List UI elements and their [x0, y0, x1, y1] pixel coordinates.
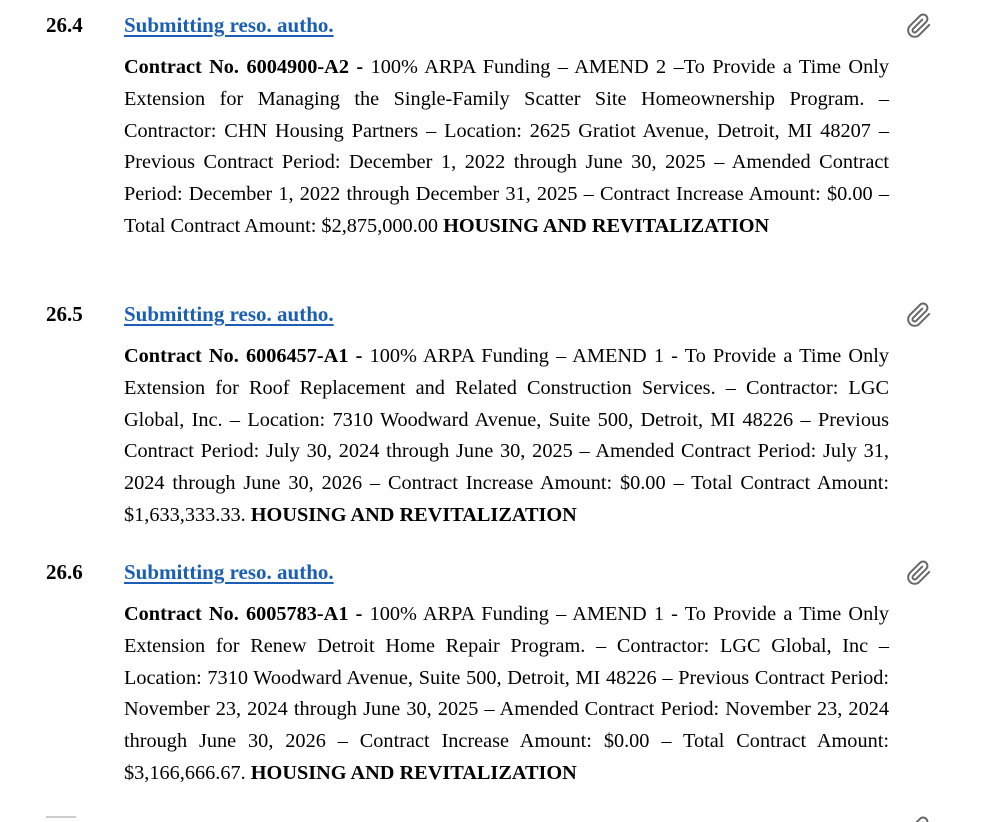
department-label: HOUSING AND REVITALIZATION: [443, 214, 770, 237]
item-number: 26.4: [46, 13, 83, 37]
contract-details: 100% ARPA Funding – AMEND 1 - To Provide a Time Only Extension for Renew Detroit Home Repair Program. – Contractor: LGC Global, Inc – Location: 7310 Woodward Avenue, Suite 500, Detroit, MI 48226 – Previous Contract Period: November 23, 2024 through June 30, 2025 – Amended Contract Period: November 23, 2024 through June 30, 2026 – Contract Increase Amount: $0.00 – Total Contract Amount: $3,166,666.67.: [124, 603, 889, 784]
contract-details: 100% ARPA Funding – AMEND 2 –To Provide a Time Only Extension for Managing the Single-Family Scatter Site Homeownership Program. – Contractor: CHN Housing Partners – Location: 2625 Gratiot Avenue, Detroit, MI 48207 – Previous Contract Period: December 1, 2022 through June 30, 2025 – Amended Contract Period: December 1, 2022 through December 31, 2025 – Contract Increase Amount: $0.00 – Total Contract Amount: $2,875,000.00: [124, 56, 889, 237]
department-label: HOUSING AND REVITALIZATION: [250, 503, 577, 526]
department-label: HOUSING AND REVITALIZATION: [250, 761, 577, 784]
item-number: 26.6: [46, 560, 83, 584]
submitting-reso-link[interactable]: Submitting reso. autho.: [124, 302, 334, 326]
paperclip-icon[interactable]: [906, 816, 932, 822]
item-description: [124, 341, 889, 532]
paperclip-icon[interactable]: [906, 13, 932, 39]
item-description: [124, 52, 889, 243]
item-description: [124, 599, 889, 790]
contract-number: Contract No. 6005783-A1 -: [124, 603, 363, 625]
contract-number: Contract No. 6006457-A1 -: [124, 345, 363, 367]
partial-item-number: [46, 816, 76, 822]
paperclip-icon[interactable]: [906, 302, 932, 328]
contract-number: Contract No. 6004900-A2 -: [124, 56, 364, 78]
contract-details: 100% ARPA Funding – AMEND 1 - To Provide a Time Only Extension for Roof Replacement and Related Construction Services. – Contractor: LGC Global, Inc. – Location: 7310 Woodward Avenue, Suite 500, Detroit, MI 48226 – Previous Contract Period: July 30, 2024 through June 30, 2025 – Amended Contract Period: July 31, 2024 through June 30, 2026 – Contract Increase Amount: $0.00 – Total Contract Amount: $1,633,333.33.: [124, 345, 889, 526]
submitting-reso-link[interactable]: Submitting reso. autho.: [124, 13, 334, 37]
item-number: 26.5: [46, 302, 83, 326]
paperclip-icon[interactable]: [906, 560, 932, 586]
submitting-reso-link[interactable]: Submitting reso. autho.: [124, 560, 334, 584]
